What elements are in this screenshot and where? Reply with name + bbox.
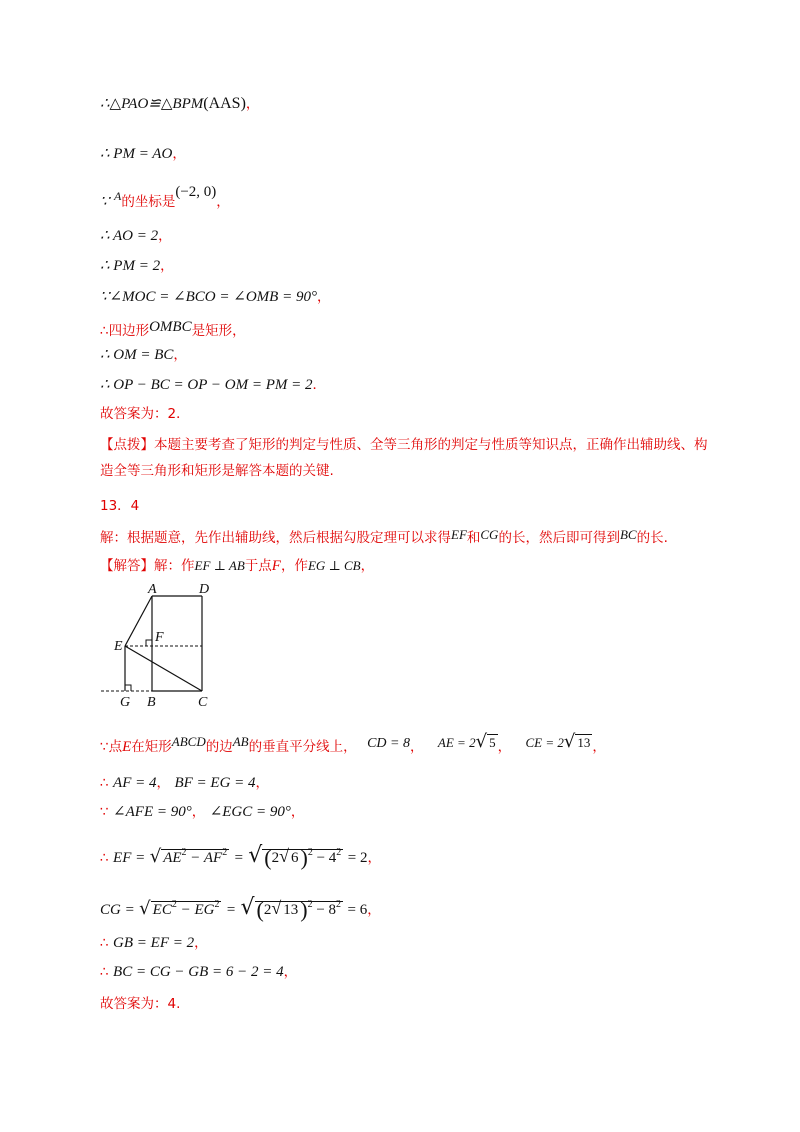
solution-tag: 【解答】 <box>100 558 154 574</box>
sqrt-sign: √ <box>139 898 151 919</box>
text-is-rectangle: 是矩形， <box>191 323 246 339</box>
solution-start-line <box>100 557 374 575</box>
analysis-post: 的长. <box>636 530 668 546</box>
math-ae-lhs: AE = 2 <box>437 735 476 750</box>
line-pm-2 <box>100 257 174 275</box>
label-a: A <box>148 582 157 597</box>
end-punct: ， <box>367 850 381 866</box>
math-ae: AE <box>163 850 182 866</box>
end-punct: ， <box>194 935 208 951</box>
exp: 2 <box>222 847 228 858</box>
punct: ， <box>173 347 187 363</box>
answer-line-2: 故答案为：4. <box>100 996 181 1012</box>
math-coef-2: 2 <box>271 850 280 866</box>
sqrt-sign: √ <box>248 843 263 868</box>
punct: ． <box>312 377 327 393</box>
punct: ， <box>245 96 260 112</box>
math-cg-lhs: CG = <box>100 902 135 918</box>
paren: ) <box>300 897 308 922</box>
math-om-eq-bc: ∴ OM = BC <box>100 347 174 363</box>
label-d: D <box>199 582 210 597</box>
exp: 2 <box>214 899 220 910</box>
math-aas: (AAS) <box>203 95 246 112</box>
math-root-6: 6 <box>290 850 299 866</box>
paren: ) <box>300 845 308 870</box>
end-punct: ， <box>283 964 298 980</box>
right-angle-f <box>146 640 152 646</box>
question-number: 13．4 <box>100 498 140 514</box>
math-bc-result: BC = CG − GB = 6 − 2 = 4 <box>113 964 284 980</box>
end-punct: ， <box>290 804 305 820</box>
exp: 2 <box>336 899 342 910</box>
math-result-6: = 6 <box>347 902 368 918</box>
end-punct: ， <box>255 775 270 791</box>
line-congruent <box>100 95 259 113</box>
math-abcd: ABCD <box>171 734 206 749</box>
math-cd-eq-8: CD = 8 <box>367 736 410 751</box>
math-ombc: OMBC <box>149 319 192 335</box>
math-angles-90: ∵∠MOC = ∠BCO = ∠OMB = 90° <box>100 289 317 305</box>
punct: ， <box>360 558 375 574</box>
math-pm-eq-ao: ∴ PM = AO <box>100 146 173 162</box>
math-root-13: 13 <box>283 902 299 918</box>
sqrt-sign: √ <box>563 731 576 752</box>
math-bc: BC <box>619 527 637 542</box>
analysis-mid: 的长，然后即可得到 <box>498 530 620 546</box>
line-angles <box>100 288 330 306</box>
sep: ， <box>156 775 170 791</box>
because-symbol: ∵ <box>100 194 110 210</box>
punct: ， <box>216 194 230 210</box>
math-result-2: = 2 <box>347 850 368 866</box>
math-minus-4: − 4 <box>316 850 337 866</box>
therefore: ∴ <box>100 964 109 980</box>
segment-ea <box>125 596 152 646</box>
sep: ， <box>409 739 424 755</box>
punct: ， <box>160 258 174 274</box>
math-ef: EF <box>451 527 467 542</box>
geometry-figure <box>95 580 235 715</box>
sqrt-sign: √ <box>149 846 162 867</box>
exp: 2 <box>307 899 313 910</box>
sqrt-sign: √ <box>279 846 289 866</box>
math-bf-eq-eg: BF = EG = 4 <box>174 775 256 791</box>
segment-ec <box>125 646 202 691</box>
exp: 2 <box>336 847 342 858</box>
s1-mid: 在矩形 <box>131 739 172 755</box>
math-minus-8: − 8 <box>316 902 337 918</box>
exp: 2 <box>307 847 313 858</box>
sep: ， <box>497 739 512 755</box>
hint-tag: 【点拨】 <box>100 437 154 453</box>
hint-paragraph <box>100 432 720 484</box>
math-angle-egc: ∠EGC = 90° <box>209 804 291 820</box>
line-om-bc <box>100 346 187 364</box>
solution-line-3 <box>100 803 304 821</box>
math-eq: = <box>225 902 237 918</box>
label-c: C <box>198 695 208 710</box>
line-op-bc <box>100 376 326 394</box>
math-eq: = <box>233 850 244 866</box>
math-a: A <box>114 189 122 203</box>
math-cg: CG <box>480 527 499 542</box>
punct: ， <box>172 146 186 162</box>
text-coord-label: 的坐标是 <box>121 194 176 210</box>
paren: ( <box>256 897 264 922</box>
solution-line-7 <box>100 963 297 981</box>
math-af-eq-4: AF = 4 <box>113 775 157 791</box>
exp: 2 <box>181 847 187 858</box>
math-eg-perp-cb: EG ⊥ CB <box>307 558 361 573</box>
because: ∵ <box>100 804 109 820</box>
solution-line-4 <box>100 840 381 871</box>
math-radicand-ec-eg <box>151 901 222 918</box>
point-e: E <box>122 739 132 755</box>
math-coord: (−2, 0) <box>175 184 217 200</box>
solution-mid2: ，作 <box>280 558 308 574</box>
end-punct: ， <box>367 902 381 918</box>
math-radicand-2root13 <box>255 897 344 922</box>
hint-text: 本题主要考查了矩形的判定与性质、全等三角形的判定与性质等知识点，正确作出辅助线、构造全等三角形和矩形是解答本题的关键. <box>100 437 708 479</box>
math-congruence: ∴△PAO≌△BPM <box>100 96 204 112</box>
solution-line-6 <box>100 934 208 952</box>
math-ce-radicand: 13 <box>577 735 591 750</box>
line-ao-2 <box>100 227 172 245</box>
label-g: G <box>120 695 131 710</box>
solution-pre: 解：作 <box>154 558 195 574</box>
math-ce-lhs: CE = 2 <box>525 735 564 750</box>
solution-line-2 <box>100 774 269 792</box>
solution-line-1 <box>100 733 606 756</box>
sqrt-sign: √ <box>240 895 255 920</box>
solution-mid: 于点 <box>244 558 272 574</box>
s1-pre: ∵点 <box>100 739 123 755</box>
exp: 2 <box>171 899 177 910</box>
line-rectangle <box>100 318 246 340</box>
point-f: F <box>271 558 281 574</box>
therefore: ∴ <box>100 935 109 951</box>
end-punct: ， <box>592 739 606 755</box>
math-angle-afe: ∠AFE = 90° <box>113 804 192 820</box>
answer-line-1: 故答案为：2． <box>100 406 190 422</box>
punct: ， <box>158 228 172 244</box>
paren: ( <box>264 845 272 870</box>
math-ab: AB <box>232 734 249 749</box>
math-ef-perp-ab: EF ⊥ AB <box>194 558 245 573</box>
analysis-and: 和 <box>466 530 481 546</box>
analysis-pre: 解：根据题意，先作出辅助线，然后根据勾股定理可以求得 <box>100 530 451 546</box>
text-therefore-quad: ∴四边形 <box>100 323 150 339</box>
s1-mid3: 的垂直平分线上， <box>248 739 357 755</box>
sqrt-sign: √ <box>271 898 282 918</box>
math-minus-af: − AF <box>186 850 223 866</box>
s1-mid2: 的边 <box>205 739 233 755</box>
math-ec: EC <box>152 902 172 918</box>
label-e: E <box>114 639 123 654</box>
punct: ， <box>316 289 331 305</box>
right-angle-g <box>125 685 131 691</box>
math-pm-eq-2: ∴ PM = 2 <box>100 258 161 274</box>
sqrt-sign: √ <box>475 731 488 752</box>
label-b: B <box>147 695 156 710</box>
math-radicand-ae-af <box>161 849 229 866</box>
analysis-line <box>100 526 668 547</box>
math-minus-eg: − EG <box>176 902 215 918</box>
math-radicand-2root6 <box>262 845 343 870</box>
math-gb-eq-ef: GB = EF = 2 <box>113 935 195 951</box>
math-coef-2: 2 <box>263 902 272 918</box>
solution-line-5 <box>100 892 381 923</box>
therefore: ∴ <box>100 775 109 791</box>
therefore: ∴ <box>100 850 109 866</box>
math-op-minus-bc: ∴ OP − BC = OP − OM = PM = 2 <box>100 377 313 393</box>
line-pm-ao <box>100 145 186 163</box>
sep: ， <box>191 804 206 820</box>
math-ao-eq-2: ∴ AO = 2 <box>100 228 159 244</box>
line-a-coord <box>100 183 230 211</box>
label-f: F <box>155 630 164 645</box>
math-ae-radicand: 5 <box>489 735 496 750</box>
math-ef-lhs: EF = <box>113 850 146 866</box>
